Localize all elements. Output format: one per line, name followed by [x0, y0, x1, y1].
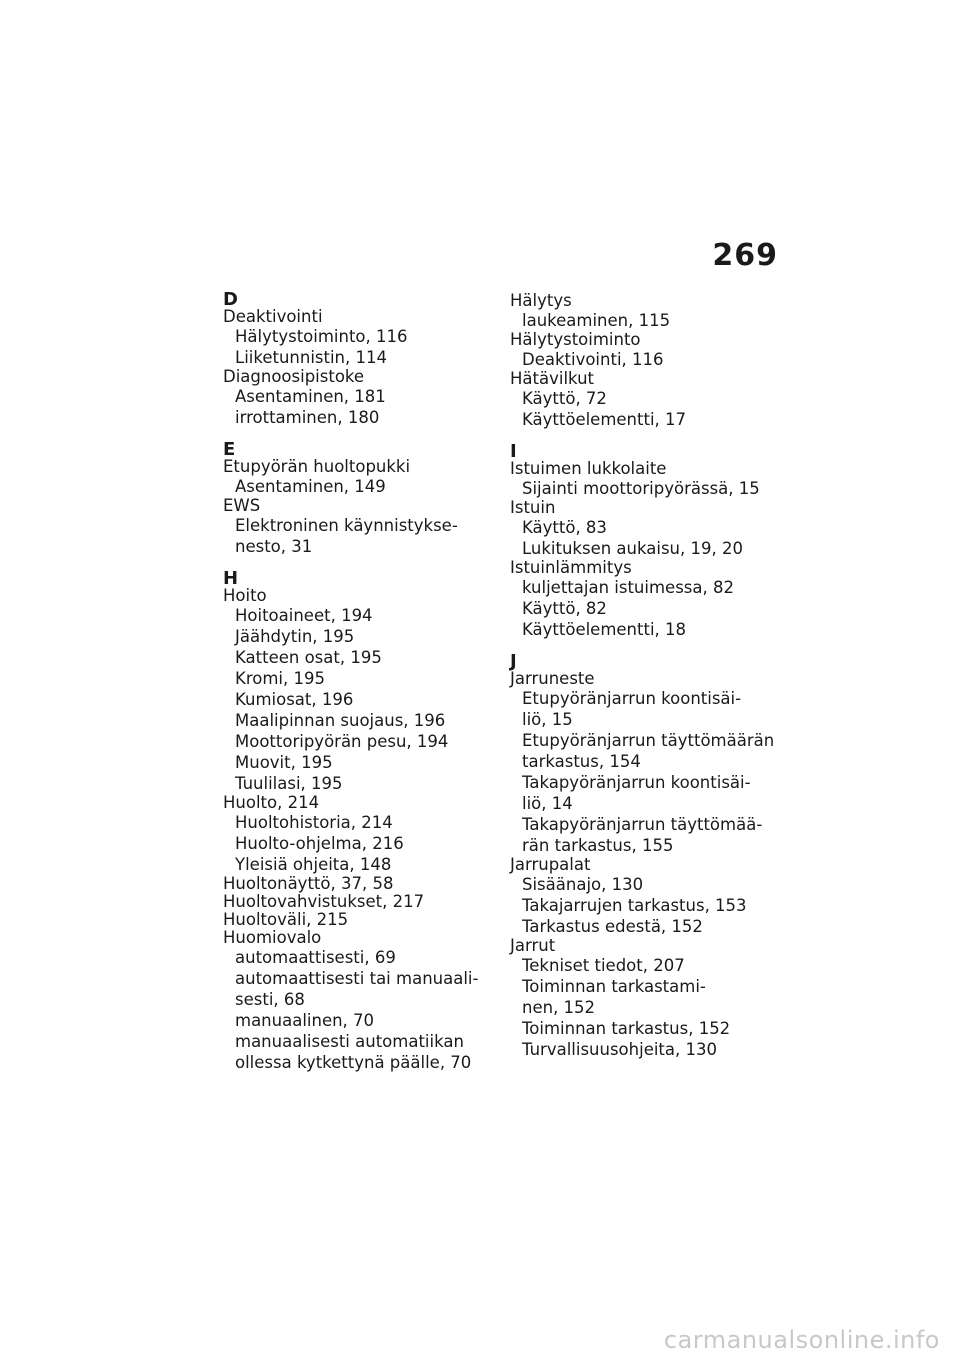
- index-entry: Etupyörän huoltopukki: [223, 457, 411, 476]
- index-subentry-line: Elektroninen käynnistykse-: [235, 516, 458, 535]
- index-subentry-line: Toiminnan tarkastami-: [522, 977, 706, 996]
- index-column-right: [510, 292, 790, 1060]
- index-subentry: Tarkastus edestä, 152: [522, 917, 703, 936]
- index-subentry: [510, 814, 790, 856]
- index-entry: Istuin: [510, 498, 556, 517]
- index-subentry: Deaktivointi, 116: [522, 350, 664, 369]
- section-letter: E: [223, 439, 236, 460]
- index-subentry: [510, 730, 790, 772]
- index-subentry: Lukituksen aukaisu, 19, 20: [522, 539, 743, 558]
- index-entry: Jarruneste: [510, 669, 595, 688]
- index-subentry-line: automaattisesti tai manuaali-: [235, 969, 479, 988]
- index-subentry: [223, 1031, 493, 1073]
- index-subentry-line: liö, 14: [522, 794, 573, 813]
- index-entry: Huoltoväli, 215: [223, 910, 349, 929]
- index-subentry: [223, 515, 493, 557]
- index-subentry-line: tarkastus, 154: [522, 752, 641, 771]
- index-subentry: Sijainti moottoripyörässä, 15: [522, 479, 760, 498]
- index-subentry: Jäähdytin, 195: [235, 627, 355, 646]
- section-letter: I: [510, 441, 517, 462]
- index-entry: Jarrupalat: [510, 855, 591, 874]
- index-subentry: Muovit, 195: [235, 753, 333, 772]
- index-subentry: Tuulilasi, 195: [235, 774, 343, 793]
- index-subentry: Huolto-ohjelma, 216: [235, 834, 404, 853]
- index-subentry: Hälytystoiminto, 116: [235, 327, 408, 346]
- index-subentry: automaattisesti, 69: [235, 948, 396, 967]
- index-subentry: Kromi, 195: [235, 669, 325, 688]
- index-subentry: Käyttöelementti, 18: [522, 620, 687, 639]
- index-subentry: Tekniset tiedot, 207: [522, 956, 685, 975]
- index-subentry-line: Etupyöränjarrun täyttömäärän: [522, 731, 775, 750]
- index-entry: Diagnoosipistoke: [223, 367, 365, 386]
- index-subentry: Käyttö, 72: [522, 389, 607, 408]
- index-subentry: Toiminnan tarkastus, 152: [522, 1019, 731, 1038]
- section-letter: H: [223, 568, 239, 589]
- index-subentry: Asentaminen, 149: [235, 477, 386, 496]
- index-subentry: Moottoripyörän pesu, 194: [235, 732, 449, 751]
- index-entry: Hälytys: [510, 291, 572, 310]
- index-subentry: irrottaminen, 180: [235, 408, 380, 427]
- section-letter: D: [223, 289, 238, 310]
- index-subentry: Yleisiä ohjeita, 148: [235, 855, 392, 874]
- index-subentry-line: nesto, 31: [235, 537, 313, 556]
- index-subentry: Maalipinnan suojaus, 196: [235, 711, 446, 730]
- index-entry: Istuinlämmitys: [510, 558, 632, 577]
- index-entry: Huoltovahvistukset, 217: [223, 892, 425, 911]
- section-letter: J: [510, 651, 517, 672]
- index-subentry: Hoitoaineet, 194: [235, 606, 373, 625]
- index-subentry: Takajarrujen tarkastus, 153: [522, 896, 747, 915]
- index-subentry: Katteen osat, 195: [235, 648, 382, 667]
- index-entry: EWS: [223, 496, 261, 515]
- index-subentry: Asentaminen, 181: [235, 387, 386, 406]
- index-subentry: [510, 688, 790, 730]
- index-subentry: laukeaminen, 115: [522, 311, 671, 330]
- index-subentry: Sisäänajo, 130: [522, 875, 644, 894]
- index-subentry-line: ollessa kytkettynä päälle, 70: [235, 1053, 472, 1072]
- index-entry: Deaktivointi: [223, 307, 323, 326]
- index-subentry: [223, 968, 493, 1010]
- index-entry: Huoltonäyttö, 37, 58: [223, 874, 394, 893]
- index-subentry-line: nen, 152: [522, 998, 596, 1017]
- index-subentry: Kumiosat, 196: [235, 690, 354, 709]
- index-subentry: manuaalinen, 70: [235, 1011, 375, 1030]
- index-subentry-line: Takapyöränjarrun koontisäi-: [522, 773, 751, 792]
- watermark: carmanualsonline.info: [663, 1326, 940, 1354]
- index-subentry: [510, 976, 790, 1018]
- index-subentry: Käyttö, 82: [522, 599, 607, 618]
- index-subentry-line: Takapyöränjarrun täyttömää-: [522, 815, 763, 834]
- index-subentry: Liiketunnistin, 114: [235, 348, 387, 367]
- index-subentry: Käyttöelementti, 17: [522, 410, 687, 429]
- index-subentry: [510, 772, 790, 814]
- index-entry: Hälytystoiminto: [510, 330, 641, 349]
- index-subentry: Turvallisuusohjeita, 130: [522, 1040, 717, 1059]
- index-subentry-line: rän tarkastus, 155: [522, 836, 674, 855]
- index-subentry-line: Etupyöränjarrun koontisäi-: [522, 689, 742, 708]
- page-number: 269: [712, 238, 778, 273]
- index-entry: Huolto, 214: [223, 793, 320, 812]
- index-subentry: Huoltohistoria, 214: [235, 813, 393, 832]
- index-subentry-line: liö, 15: [522, 710, 573, 729]
- index-subentry: Käyttö, 83: [522, 518, 607, 537]
- index-subentry-line: manuaalisesti automatiikan: [235, 1032, 464, 1051]
- index-subentry-line: sesti, 68: [235, 990, 305, 1009]
- index-entry: Hoito: [223, 586, 267, 605]
- index-entry: Jarrut: [510, 936, 556, 955]
- index-column-left: [223, 289, 493, 1073]
- index-subentry: kuljettajan istuimessa, 82: [522, 578, 734, 597]
- index-entry: Istuimen lukkolaite: [510, 459, 667, 478]
- index-entry: Huomiovalo: [223, 928, 322, 947]
- index-entry: Hätävilkut: [510, 369, 595, 388]
